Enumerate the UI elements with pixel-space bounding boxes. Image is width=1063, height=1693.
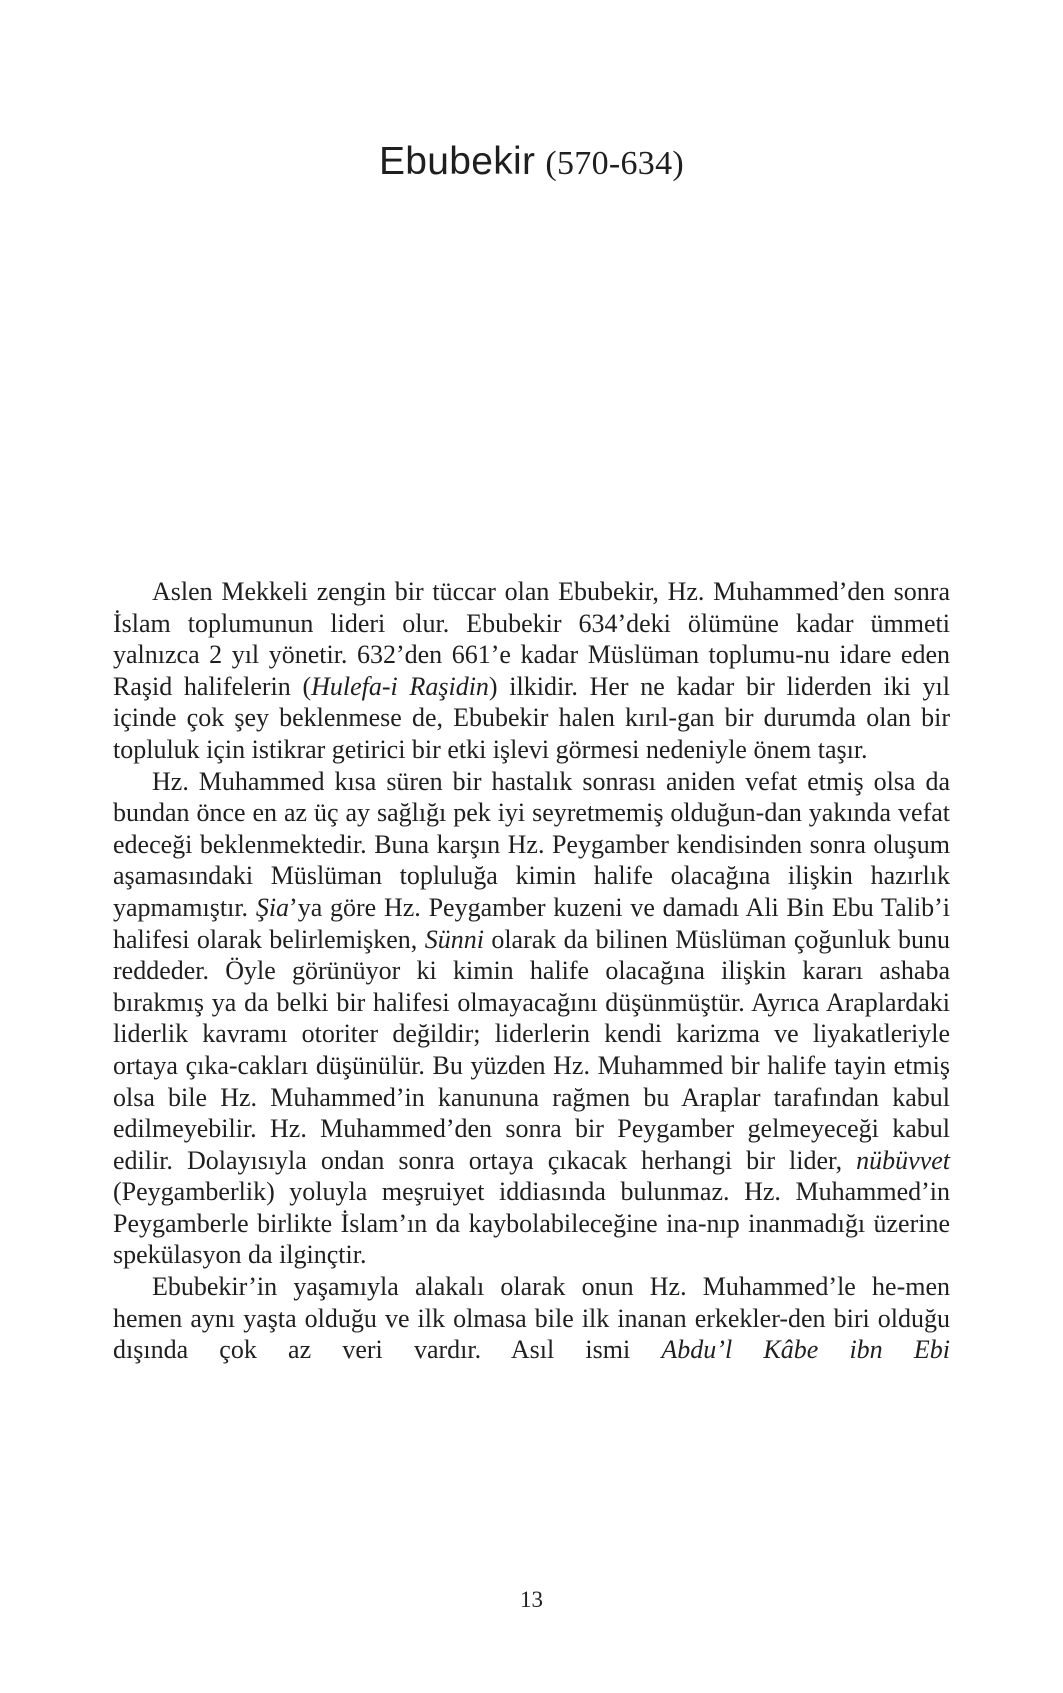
text-run: Hz. Muhammed kısa süren bir hastalık sonrası aniden vefat etmiş olsa da bundan önce en az üç ay sağlığı pek iyi seyretmemiş olduğun-dan yakında vefat edeceği beklenmektedir. Buna karşın Hz. Peygamber kendisinden sonra oluşum aşamasındaki Müslüman topluluğa kimin halife olacağına ilişkin hazırlık yapmamıştır.	[113, 766, 950, 922]
paragraph	[113, 766, 950, 1272]
text-run: Ebubekir’in yaşamıyla alakalı olarak onun Hz. Muhammed’le he-men hemen aynı yaşta olduğu ve ilk olmasa bile ilk inanan erkekler-den biri olduğu dışında çok az veri vardır. Asıl ismi	[113, 1272, 950, 1365]
text-run: ’ya göre Hz. Peygamber kuzeni ve damadı Ali Bin Ebu Talib’i halifesi olarak belirlemişken,	[113, 892, 950, 954]
chapter-title	[0, 138, 1063, 188]
text-run: ) ilkidir. Her ne kadar bir liderden iki yıl içinde çok şey beklenmese de, Ebubekir halen kırıl-gan bir durumda olan bir topluluk için istikrar getirici bir etki işlevi görmesi nedeniyle önem taşır.	[113, 671, 951, 764]
paragraph	[113, 576, 950, 766]
text-run: Aslen Mekkeli zengin bir tüccar olan Ebubekir, Hz. Muhammed’den sonra İslam toplumunun lideri olur. Ebubekir 634’deki ölümüne kadar ümmeti yalnızca 2 yıl yönetir. 632’den 661’e kadar Müslüman toplumu-nu idare eden Raşid halifelerin (	[113, 577, 950, 701]
text-run: (Peygamberlik) yoluyla meşruiyet iddiasında bulunmaz. Hz. Muhammed’in Peygamberle birlikte İslam’ın da kaybolabileceğine ina-nıp inanmadığı üzerine spekülasyon da ilginçtir.	[113, 1177, 950, 1270]
italic-term: nübüvvet	[856, 1145, 950, 1175]
italic-term: Şia	[255, 892, 290, 922]
italic-term: Abdu’l Kâbe ibn Ebi	[661, 1335, 950, 1365]
paragraph	[113, 1271, 950, 1366]
italic-term: Hulefa-i Raşidin	[311, 671, 489, 701]
chapter-title-dates: (570-634)	[545, 145, 685, 182]
page-number: 13	[520, 1587, 543, 1612]
italic-term: Sünni	[424, 924, 484, 954]
text-run: olarak da bilinen Müslüman çoğunluk bunu reddeder. Öyle görünüyor ki kimin halife olacağına ilişkin kararı ashaba bırakmış ya da belki bir halifesi olmayacağını düşünmüştür. Ayrıca Araplardaki liderlik kavramı otoriter değildir; liderlerin kendi karizma ve liyakatleriyle ortaya çıka-cakları düşünülür. Bu yüzden Hz. Muhammed bir halife tayin etmiş olsa bile Hz. Muhammed’in kanununa rağmen bu Araplar tarafından kabul edilmeyebilir. Hz. Muhammed’den sonra bir Peygamber gelmeyeceği kabul edilir. Dolayısıyla ondan sonra ortaya çıkacak herhangi bir lider,	[113, 924, 950, 1175]
body-text	[113, 576, 950, 1366]
chapter-title-name: Ebubekir	[378, 140, 536, 183]
